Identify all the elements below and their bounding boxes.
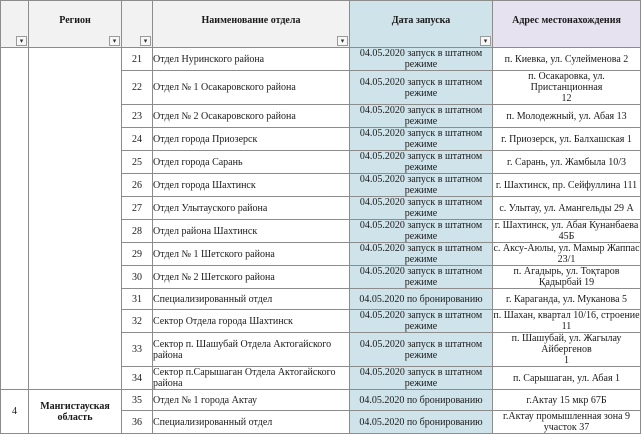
filter-dropdown-icon[interactable]: ▾ — [140, 36, 151, 46]
launch-date-text: 04.05.2020 запуск в штатном режиме — [359, 128, 483, 150]
launch-date-cell[interactable] — [350, 174, 493, 197]
department-name-text: Специализированный отдел — [153, 416, 273, 428]
department-name-cell[interactable] — [153, 48, 350, 71]
filter-dropdown-icon[interactable]: ▾ — [337, 36, 348, 46]
launch-date-text: 04.05.2020 запуск в штатном режиме — [359, 48, 483, 70]
address-text: с. Аксу-Аюлы, ул. Мамыр Жаппас 23/1 — [493, 243, 640, 265]
address-text: г.Актау 15 мкр 67Б — [526, 394, 607, 406]
launch-date-text: 04.05.2020 запуск в штатном режиме — [359, 266, 483, 288]
row-number-cell[interactable]: 27 — [122, 197, 153, 220]
launch-date-cell[interactable] — [350, 48, 493, 71]
address-cell[interactable] — [493, 71, 641, 105]
launch-date-text: 04.05.2020 по бронированию — [359, 293, 483, 305]
department-name-text: Отдел № 2 Осакаровского района — [153, 110, 296, 122]
launch-date-cell[interactable] — [350, 390, 493, 411]
department-name-text: Отдел № 2 Шетского района — [153, 271, 275, 283]
launch-date-text: 04.05.2020 запуск в штатном режиме — [359, 174, 483, 196]
department-name-cell[interactable] — [153, 411, 350, 434]
filter-dropdown-icon[interactable]: ▾ — [16, 36, 27, 46]
launch-date-cell[interactable] — [350, 71, 493, 105]
address-text: п. Киевка, ул. Сулейменова 2 — [504, 53, 629, 65]
launch-date-cell[interactable] — [350, 310, 493, 333]
launch-date-cell[interactable] — [350, 243, 493, 266]
launch-date-text: 04.05.2020 запуск в штатном режиме — [359, 76, 483, 99]
address-text: п. Молодежный, ул. Абая 13 — [506, 110, 627, 122]
column-header-index[interactable] — [1, 1, 29, 48]
column-header-dept-name[interactable] — [153, 1, 350, 48]
launch-date-cell[interactable] — [350, 411, 493, 434]
address-text: п. Агадырь, ул. Тоқтаров Қадырбай 19 — [513, 266, 620, 288]
department-name-text: Отдел города Сарань — [153, 156, 243, 168]
address-text: г. Сарань, ул. Жамбыла 10/3 — [507, 156, 626, 168]
address-text: п. Осакаровка, ул. Пристанционная 12 — [528, 71, 605, 104]
launch-date-text: 04.05.2020 запуск в штатном режиме — [359, 151, 483, 173]
department-name-cell[interactable] — [153, 105, 350, 128]
department-name-text: Отдел города Шахтинск — [153, 179, 256, 191]
address-cell[interactable] — [493, 174, 641, 197]
column-header-label: Дата запуска — [391, 14, 451, 26]
launch-date-text: 04.05.2020 запуск в штатном режиме — [359, 310, 483, 332]
address-cell[interactable] — [493, 220, 641, 243]
address-cell[interactable] — [493, 243, 641, 266]
row-number-cell[interactable]: 24 — [122, 128, 153, 151]
department-name-text: Сектор Отдела города Шахтинск — [153, 315, 293, 327]
index-cell[interactable]: 4 — [1, 390, 29, 434]
launch-date-text: 04.05.2020 запуск в штатном режиме — [359, 367, 483, 389]
launch-date-text: 04.05.2020 запуск в штатном режиме — [359, 197, 483, 219]
address-text: п. Шахан, квартал 10/16, строение 11 — [493, 310, 640, 332]
address-cell[interactable] — [493, 197, 641, 220]
row-number-cell[interactable]: 31 — [122, 289, 153, 310]
department-name-text: Отдел № 1 Осакаровского района — [153, 82, 296, 93]
row-number-cell[interactable]: 28 — [122, 220, 153, 243]
launch-date-cell[interactable] — [350, 367, 493, 390]
column-header-region[interactable] — [29, 1, 122, 48]
header-row — [1, 1, 641, 48]
address-cell[interactable] — [493, 266, 641, 289]
department-name-text: Отдел № 1 города Актау — [153, 394, 257, 406]
filter-dropdown-icon[interactable]: ▾ — [480, 36, 491, 46]
department-name-cell[interactable] — [153, 390, 350, 411]
department-name-text: Отдел района Шахтинск — [153, 225, 258, 237]
address-cell[interactable] — [493, 48, 641, 71]
address-cell[interactable] — [493, 151, 641, 174]
department-name-cell[interactable] — [153, 174, 350, 197]
region-cell[interactable] — [29, 390, 122, 434]
address-text: г. Приозерск, ул. Балхашская 1 — [501, 133, 632, 145]
address-text: г. Шахтинск, ул. Абая Кунанбаева 45Б — [494, 220, 639, 242]
department-name-cell[interactable] — [153, 220, 350, 243]
launch-date-cell[interactable] — [350, 266, 493, 289]
launch-date-text: 04.05.2020 запуск в штатном режиме — [359, 220, 483, 242]
address-text: п. Шашубай, ул. Жагылау Айбергенов 1 — [511, 333, 622, 366]
address-cell[interactable] — [493, 289, 641, 310]
row-number-cell[interactable]: 35 — [122, 390, 153, 411]
department-name-cell[interactable] — [153, 289, 350, 310]
address-text: с. Улытау, ул. Амангельды 29 А — [499, 202, 634, 214]
row-number-cell[interactable]: 26 — [122, 174, 153, 197]
row-number-cell[interactable]: 21 — [122, 48, 153, 71]
launch-date-text: 04.05.2020 по бронированию — [359, 416, 483, 428]
department-name-cell[interactable] — [153, 243, 350, 266]
department-name-cell[interactable] — [153, 310, 350, 333]
department-name-text: Отдел города Приозерск — [153, 133, 258, 145]
department-name-cell[interactable] — [153, 333, 350, 367]
launch-date-cell[interactable] — [350, 128, 493, 151]
address-cell[interactable] — [493, 411, 641, 434]
address-cell[interactable] — [493, 128, 641, 151]
address-text: п. Сарышаган, ул. Абая 1 — [512, 372, 621, 384]
column-header-label: Наименование отдела — [201, 14, 301, 26]
department-name-cell[interactable] — [153, 71, 350, 105]
address-text: г.Актау промышленная зона 9 участок 37 — [502, 411, 631, 433]
launch-date-cell[interactable] — [350, 105, 493, 128]
launch-date-text: 04.05.2020 запуск в штатном режиме — [359, 243, 483, 265]
department-name-text: Сектор п.Сарышаган Отдела Актогайского района — [153, 367, 336, 389]
table-row — [1, 390, 641, 411]
address-cell[interactable] — [493, 390, 641, 411]
row-number-cell[interactable]: 36 — [122, 411, 153, 434]
launch-date-cell[interactable] — [350, 333, 493, 367]
launch-date-cell[interactable] — [350, 289, 493, 310]
index-cell[interactable] — [1, 48, 29, 390]
address-cell[interactable] — [493, 333, 641, 367]
table-row — [1, 48, 641, 71]
row-number-cell[interactable]: 33 — [122, 333, 153, 367]
row-number-cell[interactable]: 25 — [122, 151, 153, 174]
department-name-text: Отдел Улытауского района — [153, 202, 268, 214]
row-number-cell[interactable]: 22 — [122, 71, 153, 105]
department-name-cell[interactable] — [153, 266, 350, 289]
department-name-text: Сектор п. Шашубай Отдела Актогайского района — [153, 338, 332, 361]
region-name-text: Мангистауская область — [40, 400, 110, 423]
column-header-label: Регион — [59, 14, 91, 26]
department-name-text: Отдел Нуринского района — [153, 53, 265, 65]
row-number-cell[interactable]: 34 — [122, 367, 153, 390]
region-cell[interactable] — [29, 48, 122, 390]
filter-dropdown-icon[interactable]: ▾ — [109, 36, 120, 46]
launch-date-text: 04.05.2020 запуск в штатном режиме — [359, 338, 483, 361]
launch-date-text: 04.05.2020 запуск в штатном режиме — [359, 105, 483, 127]
address-cell[interactable] — [493, 310, 641, 333]
department-name-cell[interactable] — [153, 151, 350, 174]
department-name-cell[interactable] — [153, 197, 350, 220]
department-name-cell[interactable] — [153, 128, 350, 151]
column-header-launch-date[interactable] — [350, 1, 493, 48]
row-number-cell[interactable]: 32 — [122, 310, 153, 333]
address-text: г. Караганда, ул. Муканова 5 — [505, 293, 628, 305]
department-name-text: Отдел № 1 Шетского района — [153, 248, 275, 260]
address-text: г. Шахтинск, пр. Сейфуллина 111 — [495, 179, 638, 191]
column-header-label: Адрес местонахождения — [512, 14, 621, 26]
department-name-cell[interactable] — [153, 367, 350, 390]
launch-date-text: 04.05.2020 по бронированию — [359, 394, 483, 406]
address-cell[interactable] — [493, 367, 641, 390]
launch-date-cell[interactable] — [350, 151, 493, 174]
row-number-cell[interactable]: 29 — [122, 243, 153, 266]
launch-date-cell[interactable] — [350, 220, 493, 243]
address-cell[interactable] — [493, 105, 641, 128]
department-name-text: Специализированный отдел — [153, 293, 273, 305]
column-header-number[interactable] — [122, 1, 153, 48]
launch-date-cell[interactable] — [350, 197, 493, 220]
column-header-address[interactable] — [493, 1, 641, 48]
row-number-cell[interactable]: 30 — [122, 266, 153, 289]
row-number-cell[interactable]: 23 — [122, 105, 153, 128]
